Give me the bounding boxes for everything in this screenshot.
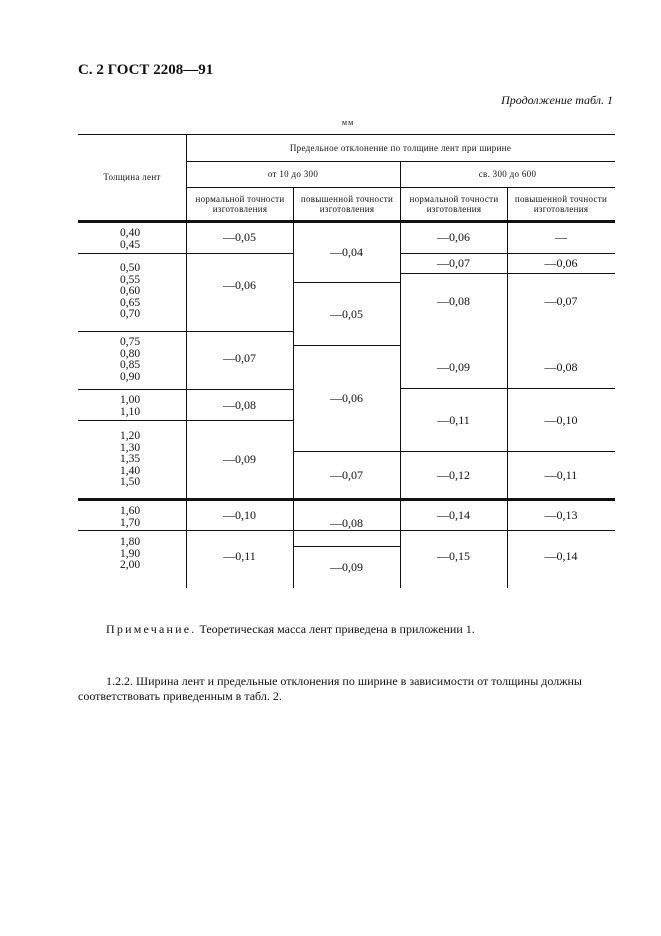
thickness-group: 1,60 1,70 [119,505,141,529]
tolerance-value: —0,11 [544,467,578,482]
note-label: Примечание. [106,622,197,636]
tolerance-value: —0,06 [223,278,256,292]
tolerance-value: —0,08 [437,294,470,308]
tolerance-value: —0,09 [437,359,470,374]
body-paragraph: 1.2.2. Ширина лент и предельные отклонения по ширине в зависимости от толщины должны соответствовать приведенным в табл. 2. [78,674,582,703]
normal-accuracy-header: нормальной точности изготовления [409,193,499,214]
tolerance-value: —0,11 [437,412,470,427]
table-note [106,622,475,637]
thickness-group: 0,75 0,80 0,85 0,90 [119,336,141,383]
thickness-group: 1,00 1,10 [119,394,141,418]
table-continuation-label: Продолжение табл. 1 [501,93,613,107]
tolerance-value: —0,04 [330,244,363,259]
tolerance-value: —0,08 [330,516,363,530]
tolerance-value: —0,14 [437,508,470,522]
tolerance-value: —0,06 [437,230,470,244]
tolerance-value: —0,15 [437,549,470,563]
increased-accuracy-header: повышенной точности изготовления [300,193,394,214]
tolerance-value: —0,07 [223,351,256,365]
tolerance-value: —0,05 [223,230,256,244]
table-unit: мм [342,118,355,127]
thickness-group: 1,20 1,30 1,35 1,40 1,50 [119,430,141,488]
tolerance-value: —0,08 [223,397,256,412]
note-text: Теоретическая масса лент приведена в приложении 1. [196,622,475,636]
tolerance-value: —0,07 [544,294,578,308]
tolerance-value: — [555,230,567,244]
tolerance-value: —0,08 [544,359,578,374]
page-header: С. 2 ГОСТ 2208—91 [78,62,214,78]
tolerance-value: —0,10 [544,412,578,427]
tolerance-value: —0,11 [223,549,256,563]
increased-accuracy-header: повышенной точности изготовления [514,193,608,214]
tolerance-value: —0,07 [330,467,363,482]
tolerance-value: —0,06 [544,256,578,270]
tolerance-group-header: Предельное отклонение по толщине лент при ширине [289,142,512,153]
thickness-group: 0,40 0,45 [119,227,141,251]
width-300-600-header: св. 300 до 600 [478,169,537,179]
tolerance-value: —0,07 [437,256,470,270]
width-10-300-header: от 10 до 300 [267,169,319,179]
tolerance-value: —0,09 [223,452,256,466]
thickness-column-header: Толщина лент [103,172,161,182]
thickness-group: 1,80 1,90 2,00 [119,536,141,571]
tolerance-value: —0,05 [330,306,363,321]
tolerance-value: —0,09 [330,560,363,574]
tolerance-value: —0,13 [544,508,578,522]
tolerance-value: —0,06 [330,391,363,405]
tolerance-value: —0,14 [544,549,578,563]
normal-accuracy-header: нормальной точности изготовления [195,193,285,214]
thickness-group: 0,50 0,55 0,60 0,65 0,70 [119,262,141,320]
tolerance-value: —0,10 [223,508,256,522]
tolerance-value: —0,12 [437,467,470,482]
